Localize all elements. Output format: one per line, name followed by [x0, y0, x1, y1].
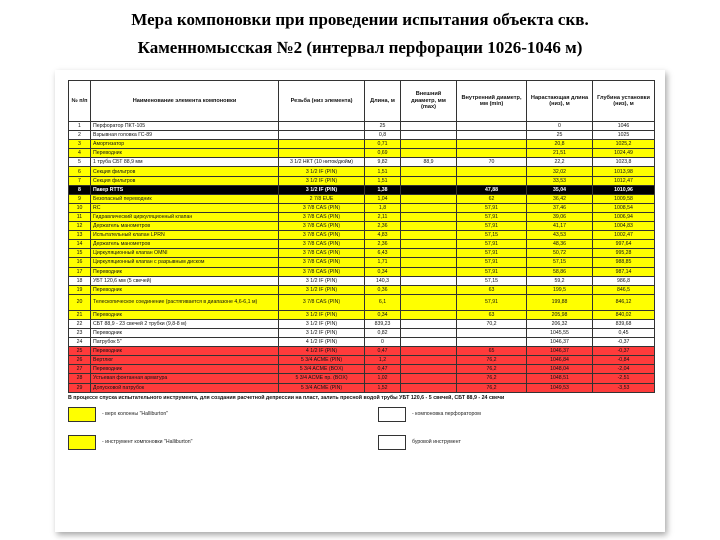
row-cumulative-length: 22,2 [527, 158, 593, 167]
row-inner-diameter: 63 [457, 285, 527, 294]
row-thread: 3 1/2 IF (PIN) [279, 285, 365, 294]
row-element-name: Секция фильтров [91, 167, 279, 176]
row-length: 0,34 [365, 267, 401, 276]
row-length: 1,38 [365, 185, 401, 194]
row-thread: 3 1/2 IF (PIN) [279, 276, 365, 285]
row-depth: 1004,83 [593, 222, 655, 231]
table-row [69, 185, 655, 194]
legend-swatch [68, 435, 96, 450]
row-element-name: Секция фильтров [91, 176, 279, 185]
row-element-name: Телескопическое соединение (растягивается в диапазоне 4,6-6,1 м) [91, 294, 279, 310]
row-inner-diameter: 76,2 [457, 365, 527, 374]
row-thread: 3 1/2 IF (PIN) [279, 185, 365, 194]
row-outer-diameter [401, 140, 457, 149]
row-outer-diameter [401, 356, 457, 365]
table-row [69, 194, 655, 203]
row-inner-diameter [457, 338, 527, 347]
row-outer-diameter [401, 131, 457, 140]
row-length: 2,36 [365, 240, 401, 249]
row-cumulative-length: 1048,51 [527, 374, 593, 383]
row-number: 22 [69, 319, 91, 328]
row-number: 23 [69, 328, 91, 337]
row-number: 14 [69, 240, 91, 249]
row-cumulative-length: 0 [527, 122, 593, 131]
row-thread: 4 1/2 IF (PIN) [279, 338, 365, 347]
table-row [69, 276, 655, 285]
table-row [69, 231, 655, 240]
table-row [69, 203, 655, 212]
row-cumulative-length: 50,72 [527, 249, 593, 258]
table-row [69, 176, 655, 185]
row-number: 2 [69, 131, 91, 140]
row-depth: 1023,8 [593, 158, 655, 167]
row-number: 11 [69, 212, 91, 221]
row-thread: 3 1/2 IF (PIN) [279, 319, 365, 328]
row-element-name: Взрывная головка ГС-89 [91, 131, 279, 140]
row-depth: -0,37 [593, 338, 655, 347]
row-inner-diameter: 57,15 [457, 231, 527, 240]
row-length: 9,82 [365, 158, 401, 167]
row-inner-diameter: 57,91 [457, 258, 527, 267]
row-number: 15 [69, 249, 91, 258]
row-number: 7 [69, 176, 91, 185]
row-thread [279, 131, 365, 140]
table-row [69, 383, 655, 392]
row-element-name: Держатель манометров [91, 240, 279, 249]
row-element-name: Испытательный клапан LPRN [91, 231, 279, 240]
row-number: 10 [69, 203, 91, 212]
row-depth: 987,14 [593, 267, 655, 276]
row-element-name: Циркуляционный клапан OMNI [91, 249, 279, 258]
row-depth: -0,37 [593, 347, 655, 356]
row-cumulative-length: 1045,55 [527, 328, 593, 337]
row-cumulative-length: 35,04 [527, 185, 593, 194]
row-depth: 997,64 [593, 240, 655, 249]
row-element-name: Переводник [91, 347, 279, 356]
row-depth: 1009,58 [593, 194, 655, 203]
table-row [69, 294, 655, 310]
table-row [69, 131, 655, 140]
row-outer-diameter [401, 122, 457, 131]
row-thread: 3 7/8 CAS (PIN) [279, 231, 365, 240]
document-sheet [68, 80, 654, 465]
row-number: 18 [69, 276, 91, 285]
row-depth: 0,45 [593, 328, 655, 337]
row-length: 140,3 [365, 276, 401, 285]
row-thread: 5 3/4 ACME (PIN) [279, 356, 365, 365]
row-length: 1,8 [365, 203, 401, 212]
row-thread [279, 140, 365, 149]
table-body [69, 122, 655, 393]
table-row [69, 365, 655, 374]
row-outer-diameter [401, 347, 457, 356]
row-outer-diameter [401, 176, 457, 185]
row-number: 19 [69, 285, 91, 294]
table-row [69, 310, 655, 319]
row-thread: 3 7/8 CAS (PIN) [279, 249, 365, 258]
row-length: 1,71 [365, 258, 401, 267]
legend-swatch [378, 435, 406, 450]
row-thread [279, 149, 365, 158]
row-number: 3 [69, 140, 91, 149]
row-inner-diameter: 47,88 [457, 185, 527, 194]
row-element-name: Пакер RTTS [91, 185, 279, 194]
header-outer-diameter: Внешний диаметр, мм (max) [401, 81, 457, 122]
row-thread: 3 7/8 CAS (PIN) [279, 294, 365, 310]
legend-swatch [378, 407, 406, 422]
row-depth: 1008,54 [593, 203, 655, 212]
row-outer-diameter [401, 338, 457, 347]
row-cumulative-length: 1046,84 [527, 356, 593, 365]
row-cumulative-length: 1048,04 [527, 365, 593, 374]
row-cumulative-length: 41,17 [527, 222, 593, 231]
row-length: 25 [365, 122, 401, 131]
row-cumulative-length: 25 [527, 131, 593, 140]
row-length: 0,71 [365, 140, 401, 149]
row-number: 6 [69, 167, 91, 176]
row-cumulative-length: 20,8 [527, 140, 593, 149]
row-inner-diameter: 57,91 [457, 212, 527, 221]
table-row [69, 338, 655, 347]
row-length: 1,52 [365, 383, 401, 392]
row-number: 1 [69, 122, 91, 131]
row-cumulative-length: 37,46 [527, 203, 593, 212]
header-thread: Резьба (низ элемента) [279, 81, 365, 122]
legend-label: - верх колонны "Halliburton" [102, 411, 169, 418]
row-cumulative-length: 57,15 [527, 258, 593, 267]
row-length: 0 [365, 338, 401, 347]
row-length: 0,8 [365, 131, 401, 140]
row-inner-diameter [457, 131, 527, 140]
row-depth: 1013,98 [593, 167, 655, 176]
row-inner-diameter: 57,15 [457, 276, 527, 285]
row-depth: 1025,2 [593, 140, 655, 149]
row-outer-diameter [401, 294, 457, 310]
row-depth: 846,5 [593, 285, 655, 294]
row-outer-diameter [401, 167, 457, 176]
table-row [69, 285, 655, 294]
row-depth: 1002,47 [593, 231, 655, 240]
row-inner-diameter: 76,2 [457, 374, 527, 383]
row-number: 5 [69, 158, 91, 167]
row-inner-diameter [457, 122, 527, 131]
row-element-name: Устьевая фонтанная арматура [91, 374, 279, 383]
row-thread: 3 7/8 CAS (PIN) [279, 240, 365, 249]
legend-label: - компоновка перфоратором [412, 411, 481, 418]
table-row [69, 328, 655, 337]
header-number: № п/п [69, 81, 91, 122]
table-row [69, 212, 655, 221]
row-depth: 839,68 [593, 319, 655, 328]
row-element-name: Переводник [91, 149, 279, 158]
row-element-name: УБТ 120,6 мм (5 свечей) [91, 276, 279, 285]
row-number: 24 [69, 338, 91, 347]
header-inner-diameter: Внутренний диаметр, мм (min) [457, 81, 527, 122]
row-outer-diameter [401, 374, 457, 383]
row-number: 16 [69, 258, 91, 267]
row-cumulative-length: 32,02 [527, 167, 593, 176]
legend [68, 405, 654, 465]
row-outer-diameter [401, 319, 457, 328]
header-element-name: Наименование элемента компоновки [91, 81, 279, 122]
row-length: 1,2 [365, 356, 401, 365]
row-thread: 3 7/8 CAS (PIN) [279, 212, 365, 221]
row-outer-diameter [401, 383, 457, 392]
row-inner-diameter [457, 176, 527, 185]
row-inner-diameter [457, 328, 527, 337]
legend-label: - инструмент компоновки "Halliburton" [102, 439, 193, 446]
row-thread: 3 1/2 НКТ (10 ниток/дюйм) [279, 158, 365, 167]
row-cumulative-length: 36,42 [527, 194, 593, 203]
row-element-name: Патрубок 5" [91, 338, 279, 347]
row-inner-diameter: 57,91 [457, 267, 527, 276]
row-thread: 3 1/2 IF (PIN) [279, 167, 365, 176]
row-number: 21 [69, 310, 91, 319]
row-element-name: 1 труба СБТ 88,9 мм [91, 158, 279, 167]
row-thread: 2 7/8 EUE [279, 194, 365, 203]
row-length: 0,69 [365, 149, 401, 158]
row-outer-diameter [401, 249, 457, 258]
row-inner-diameter: 63 [457, 310, 527, 319]
row-element-name: Циркуляционный клапан с разрывным диском [91, 258, 279, 267]
row-length: 0,47 [365, 365, 401, 374]
row-inner-diameter: 70 [457, 158, 527, 167]
row-element-name: Гидравлический циркуляционный клапан [91, 212, 279, 221]
row-cumulative-length: 1046,37 [527, 338, 593, 347]
row-inner-diameter: 70,2 [457, 319, 527, 328]
row-outer-diameter [401, 194, 457, 203]
row-element-name: Перфоратор ПКТ-105 [91, 122, 279, 131]
row-outer-diameter [401, 276, 457, 285]
row-inner-diameter: 62 [457, 194, 527, 203]
row-depth: 1012,47 [593, 176, 655, 185]
row-element-name: Переводник [91, 365, 279, 374]
row-length: 1,04 [365, 194, 401, 203]
row-inner-diameter: 57,91 [457, 249, 527, 258]
row-element-name: Переводник [91, 267, 279, 276]
row-thread: 3 7/8 CAS (PIN) [279, 203, 365, 212]
legend-label: буровой инструмент [412, 439, 461, 446]
row-element-name: Безопасный переводник [91, 194, 279, 203]
row-cumulative-length: 205,98 [527, 310, 593, 319]
row-inner-diameter [457, 149, 527, 158]
table-row [69, 149, 655, 158]
row-depth: 1010,96 [593, 185, 655, 194]
row-length: 1,51 [365, 176, 401, 185]
row-inner-diameter: 76,2 [457, 383, 527, 392]
row-cumulative-length: 39,06 [527, 212, 593, 221]
legend-swatch [68, 407, 96, 422]
row-thread: 3 1/2 IF (PIN) [279, 176, 365, 185]
row-inner-diameter [457, 140, 527, 149]
row-length: 839,23 [365, 319, 401, 328]
table-row [69, 167, 655, 176]
table-row [69, 347, 655, 356]
row-outer-diameter [401, 365, 457, 374]
row-number: 12 [69, 222, 91, 231]
row-thread: 3 1/2 IF (PIN) [279, 328, 365, 337]
header-cumulative-length: Нарастающая длина (низ), м [527, 81, 593, 122]
row-length: 1,02 [365, 374, 401, 383]
row-thread: 5 3/4 ACME пр. (BOX) [279, 374, 365, 383]
row-cumulative-length: 48,36 [527, 240, 593, 249]
row-outer-diameter [401, 285, 457, 294]
slide-title-line-2: Каменномысская №2 (интервал перфорации 1026-1046 м) [137, 38, 583, 57]
row-inner-diameter: 65 [457, 347, 527, 356]
row-element-name: СБТ 88,9 - 23 свечей 2 трубки (9,8-8 м) [91, 319, 279, 328]
row-number: 29 [69, 383, 91, 392]
row-element-name: Держатель манометров [91, 222, 279, 231]
row-length: 0,47 [365, 347, 401, 356]
row-element-name: Допусковой патрубок [91, 383, 279, 392]
row-cumulative-length: 1046,37 [527, 347, 593, 356]
row-outer-diameter: 88,9 [401, 158, 457, 167]
row-depth: 846,12 [593, 294, 655, 310]
row-length: 0,82 [365, 328, 401, 337]
row-outer-diameter [401, 149, 457, 158]
row-element-name: Вертлюг [91, 356, 279, 365]
row-depth: 1006,94 [593, 212, 655, 221]
row-outer-diameter [401, 310, 457, 319]
header-length: Длина, м [365, 81, 401, 122]
row-depth: 988,85 [593, 258, 655, 267]
table-row [69, 140, 655, 149]
row-number: 26 [69, 356, 91, 365]
row-cumulative-length: 199,88 [527, 294, 593, 310]
table-row [69, 158, 655, 167]
table-row [69, 374, 655, 383]
row-thread: 3 7/8 CAS (PIN) [279, 267, 365, 276]
row-number: 27 [69, 365, 91, 374]
row-number: 13 [69, 231, 91, 240]
row-cumulative-length: 199,5 [527, 285, 593, 294]
table-row [69, 258, 655, 267]
row-number: 28 [69, 374, 91, 383]
row-depth: -2,04 [593, 365, 655, 374]
row-outer-diameter [401, 222, 457, 231]
row-number: 8 [69, 185, 91, 194]
row-depth: -3,53 [593, 383, 655, 392]
assembly-table [68, 80, 655, 393]
row-inner-diameter: 57,91 [457, 294, 527, 310]
row-thread: 5 3/4 ACME (BOX) [279, 365, 365, 374]
row-outer-diameter [401, 258, 457, 267]
row-cumulative-length: 58,86 [527, 267, 593, 276]
row-number: 17 [69, 267, 91, 276]
row-length: 6,1 [365, 294, 401, 310]
row-element-name: Переводник [91, 328, 279, 337]
row-thread [279, 122, 365, 131]
legend-item-perforator-assembly [378, 407, 481, 422]
row-inner-diameter: 57,91 [457, 240, 527, 249]
slide-title-line-1: Мера компоновки при проведении испытания объекта скв. [131, 10, 589, 29]
legend-item-halliburton-top [68, 407, 168, 422]
row-cumulative-length: 21,51 [527, 149, 593, 158]
header-depth: Глубина установки (низ), м [593, 81, 655, 122]
row-outer-diameter [401, 328, 457, 337]
scanned-document [55, 70, 665, 532]
row-depth: 1046 [593, 122, 655, 131]
row-length: 1,51 [365, 167, 401, 176]
row-inner-diameter [457, 167, 527, 176]
legend-item-drilling-tools [378, 435, 461, 450]
row-depth: 995,28 [593, 249, 655, 258]
row-element-name: RC [91, 203, 279, 212]
row-number: 9 [69, 194, 91, 203]
row-depth: 840,02 [593, 310, 655, 319]
row-depth: 986,8 [593, 276, 655, 285]
row-length: 6,43 [365, 249, 401, 258]
row-cumulative-length: 59,2 [527, 276, 593, 285]
row-length: 2,36 [365, 222, 401, 231]
row-thread: 3 1/2 IF (PIN) [279, 310, 365, 319]
table-row [69, 122, 655, 131]
row-element-name: Амортизатор [91, 140, 279, 149]
table-row [69, 240, 655, 249]
row-depth: 1024,49 [593, 149, 655, 158]
row-length: 0,34 [365, 310, 401, 319]
table-row [69, 267, 655, 276]
row-thread: 4 1/2 IF (PIN) [279, 347, 365, 356]
table-header-row [69, 81, 655, 122]
row-outer-diameter [401, 240, 457, 249]
row-cumulative-length: 33,53 [527, 176, 593, 185]
row-inner-diameter: 76,2 [457, 356, 527, 365]
row-cumulative-length: 1049,53 [527, 383, 593, 392]
table-row [69, 356, 655, 365]
row-thread: 5 3/4 ACME (PIN) [279, 383, 365, 392]
row-length: 2,11 [365, 212, 401, 221]
row-thread: 3 7/8 CAS (PIN) [279, 222, 365, 231]
row-number: 4 [69, 149, 91, 158]
row-depth: -2,51 [593, 374, 655, 383]
footnote-text: В процессе спуска испытательного инструмента, для создания расчетной депрессии на пласт, залить пресной водой трубы УБТ 120,6 - 5 свечей, СБТ 88,9 - 24 свечи [68, 394, 505, 401]
legend-item-halliburton-tools [68, 435, 192, 450]
table-row [69, 222, 655, 231]
row-depth: -0,84 [593, 356, 655, 365]
row-thread: 3 7/8 CAS (PIN) [279, 258, 365, 267]
row-outer-diameter [401, 267, 457, 276]
row-element-name: Переводник [91, 285, 279, 294]
row-depth: 1025 [593, 131, 655, 140]
row-element-name: Переводник [91, 310, 279, 319]
row-length: 0,36 [365, 285, 401, 294]
row-length: 4,83 [365, 231, 401, 240]
row-inner-diameter: 57,91 [457, 222, 527, 231]
row-outer-diameter [401, 185, 457, 194]
row-outer-diameter [401, 231, 457, 240]
row-number: 25 [69, 347, 91, 356]
row-number: 20 [69, 294, 91, 310]
row-outer-diameter [401, 203, 457, 212]
table-row [69, 249, 655, 258]
table-row [69, 319, 655, 328]
row-outer-diameter [401, 212, 457, 221]
row-inner-diameter: 57,91 [457, 203, 527, 212]
row-cumulative-length: 206,32 [527, 319, 593, 328]
row-cumulative-length: 43,53 [527, 231, 593, 240]
